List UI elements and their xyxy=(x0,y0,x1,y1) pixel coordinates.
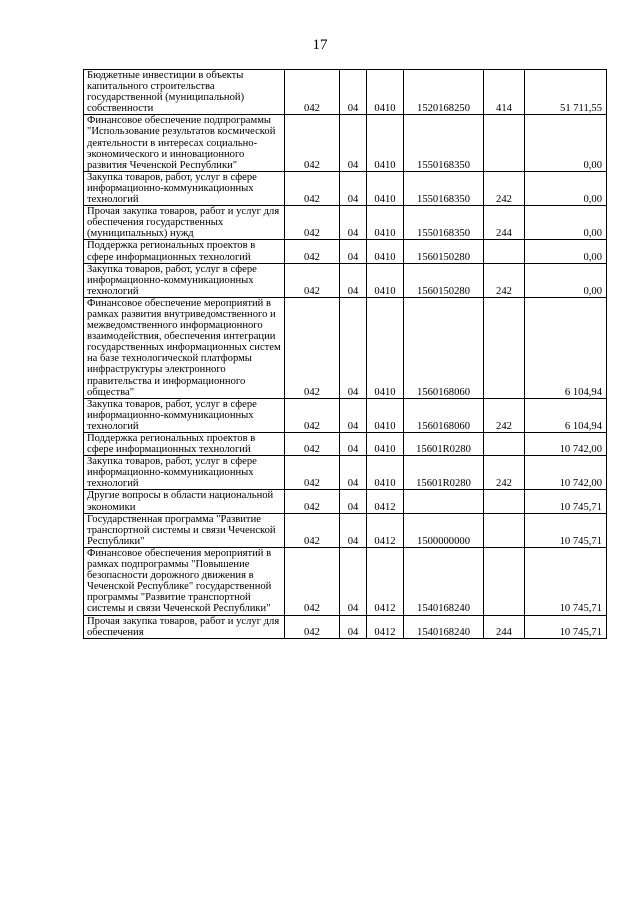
ministry-code: 042 xyxy=(285,206,340,240)
ministry-code: 042 xyxy=(285,456,340,490)
ministry-code: 042 xyxy=(285,240,340,263)
table-row xyxy=(84,615,607,638)
subsection-code: 0410 xyxy=(367,115,404,171)
subsection-code: 0410 xyxy=(367,456,404,490)
section-code: 04 xyxy=(340,490,367,513)
section-code: 04 xyxy=(340,206,367,240)
target-article-code: 1560168060 xyxy=(404,297,484,398)
table-row xyxy=(84,171,607,205)
expense-type-code: 244 xyxy=(484,206,525,240)
table-row xyxy=(84,547,607,615)
page-number: 17 xyxy=(312,37,328,53)
table-body xyxy=(84,70,607,639)
ministry-code: 042 xyxy=(285,70,340,115)
row-name: Бюджетные инвестиции в объекты капитального строительства государственной (муниципальной) собственности xyxy=(84,70,285,115)
budget-table xyxy=(83,69,607,639)
amount: 51 711,55 xyxy=(525,70,607,115)
ministry-code: 042 xyxy=(285,115,340,171)
expense-type-code xyxy=(484,240,525,263)
target-article-code: 1560168060 xyxy=(404,398,484,432)
table-row xyxy=(84,398,607,432)
subsection-code: 0410 xyxy=(367,297,404,398)
row-name: Прочая закупка товаров, работ и услуг для обеспечения государственных (муниципальных) нужд xyxy=(84,206,285,240)
amount: 10 745,71 xyxy=(525,547,607,615)
target-article-code: 1550168350 xyxy=(404,115,484,171)
amount: 0,00 xyxy=(525,263,607,297)
amount: 0,00 xyxy=(525,171,607,205)
expense-type-code xyxy=(484,490,525,513)
table-row xyxy=(84,297,607,398)
subsection-code: 0412 xyxy=(367,490,404,513)
row-name: Другие вопросы в области национальной экономики xyxy=(84,490,285,513)
row-name: Поддержка региональных проектов в сфере информационных технологий xyxy=(84,433,285,456)
subsection-code: 0410 xyxy=(367,240,404,263)
section-code: 04 xyxy=(340,297,367,398)
target-article-code: 1560150280 xyxy=(404,263,484,297)
table-row xyxy=(84,240,607,263)
section-code: 04 xyxy=(340,615,367,638)
ministry-code: 042 xyxy=(285,547,340,615)
section-code: 04 xyxy=(340,398,367,432)
section-code: 04 xyxy=(340,70,367,115)
row-name: Закупка товаров, работ, услуг в сфере информационно-коммуникационных технологий xyxy=(84,398,285,432)
target-article-code: 1560150280 xyxy=(404,240,484,263)
expense-type-code: 244 xyxy=(484,615,525,638)
table-row xyxy=(84,263,607,297)
row-name: Финансовое обеспечение подпрограммы "Использование результатов космической деятельности в интересах социально-экономического и инновационного развития Чеченской Республики" xyxy=(84,115,285,171)
subsection-code: 0410 xyxy=(367,171,404,205)
section-code: 04 xyxy=(340,240,367,263)
amount: 10 745,71 xyxy=(525,615,607,638)
section-code: 04 xyxy=(340,547,367,615)
subsection-code: 0412 xyxy=(367,513,404,547)
subsection-code: 0410 xyxy=(367,263,404,297)
expense-type-code: 242 xyxy=(484,456,525,490)
subsection-code: 0410 xyxy=(367,70,404,115)
subsection-code: 0412 xyxy=(367,615,404,638)
target-article-code: 1500000000 xyxy=(404,513,484,547)
subsection-code: 0412 xyxy=(367,547,404,615)
section-code: 04 xyxy=(340,513,367,547)
expense-type-code xyxy=(484,547,525,615)
subsection-code: 0410 xyxy=(367,206,404,240)
subsection-code: 0410 xyxy=(367,398,404,432)
row-name: Государственная программа "Развитие транспортной системы и связи Чеченской Республики" xyxy=(84,513,285,547)
table-row xyxy=(84,206,607,240)
table-row xyxy=(84,513,607,547)
section-code: 04 xyxy=(340,115,367,171)
subsection-code: 0410 xyxy=(367,433,404,456)
row-name: Поддержка региональных проектов в сфере информационных технологий xyxy=(84,240,285,263)
expense-type-code: 242 xyxy=(484,171,525,205)
ministry-code: 042 xyxy=(285,398,340,432)
target-article-code: 15601R0280 xyxy=(404,456,484,490)
row-name: Финансовое обеспечение мероприятий в рамках развития внутриведомственного и межведомственного информационного взаимодействия, обеспечения интеграции государственных информационных систем на базе технологической платформы инфраструктуры электронного правительства и информационного общества" xyxy=(84,297,285,398)
ministry-code: 042 xyxy=(285,513,340,547)
table-row xyxy=(84,70,607,115)
amount: 0,00 xyxy=(525,206,607,240)
section-code: 04 xyxy=(340,263,367,297)
expense-type-code: 242 xyxy=(484,398,525,432)
row-name: Финансовое обеспечения мероприятий в рамках подпрограммы "Повышение безопасности дорожного движения в Чеченской Республике" государственной программы "Развитие транспортной системы и связи Чеченской Республики" xyxy=(84,547,285,615)
row-name: Закупка товаров, работ, услуг в сфере информационно-коммуникационных технологий xyxy=(84,263,285,297)
row-name: Прочая закупка товаров, работ и услуг для обеспечения xyxy=(84,615,285,638)
expense-type-code xyxy=(484,513,525,547)
amount: 10 742,00 xyxy=(525,433,607,456)
section-code: 04 xyxy=(340,433,367,456)
expense-type-code xyxy=(484,433,525,456)
ministry-code: 042 xyxy=(285,433,340,456)
amount: 10 742,00 xyxy=(525,456,607,490)
amount: 6 104,94 xyxy=(525,398,607,432)
target-article-code: 1540168240 xyxy=(404,547,484,615)
expense-type-code xyxy=(484,115,525,171)
target-article-code: 1550168350 xyxy=(404,171,484,205)
ministry-code: 042 xyxy=(285,490,340,513)
table-row xyxy=(84,456,607,490)
expense-type-code: 414 xyxy=(484,70,525,115)
expense-type-code: 242 xyxy=(484,263,525,297)
table-row xyxy=(84,115,607,171)
amount: 6 104,94 xyxy=(525,297,607,398)
row-name: Закупка товаров, работ, услуг в сфере информационно-коммуникационных технологий xyxy=(84,456,285,490)
target-article-code xyxy=(404,490,484,513)
table-row xyxy=(84,433,607,456)
amount: 10 745,71 xyxy=(525,490,607,513)
amount: 10 745,71 xyxy=(525,513,607,547)
section-code: 04 xyxy=(340,171,367,205)
row-name: Закупка товаров, работ, услуг в сфере информационно-коммуникационных технологий xyxy=(84,171,285,205)
amount: 0,00 xyxy=(525,115,607,171)
ministry-code: 042 xyxy=(285,297,340,398)
target-article-code: 1520168250 xyxy=(404,70,484,115)
target-article-code: 15601R0280 xyxy=(404,433,484,456)
target-article-code: 1540168240 xyxy=(404,615,484,638)
amount: 0,00 xyxy=(525,240,607,263)
ministry-code: 042 xyxy=(285,171,340,205)
table-row xyxy=(84,490,607,513)
ministry-code: 042 xyxy=(285,615,340,638)
ministry-code: 042 xyxy=(285,263,340,297)
target-article-code: 1550168350 xyxy=(404,206,484,240)
expense-type-code xyxy=(484,297,525,398)
section-code: 04 xyxy=(340,456,367,490)
